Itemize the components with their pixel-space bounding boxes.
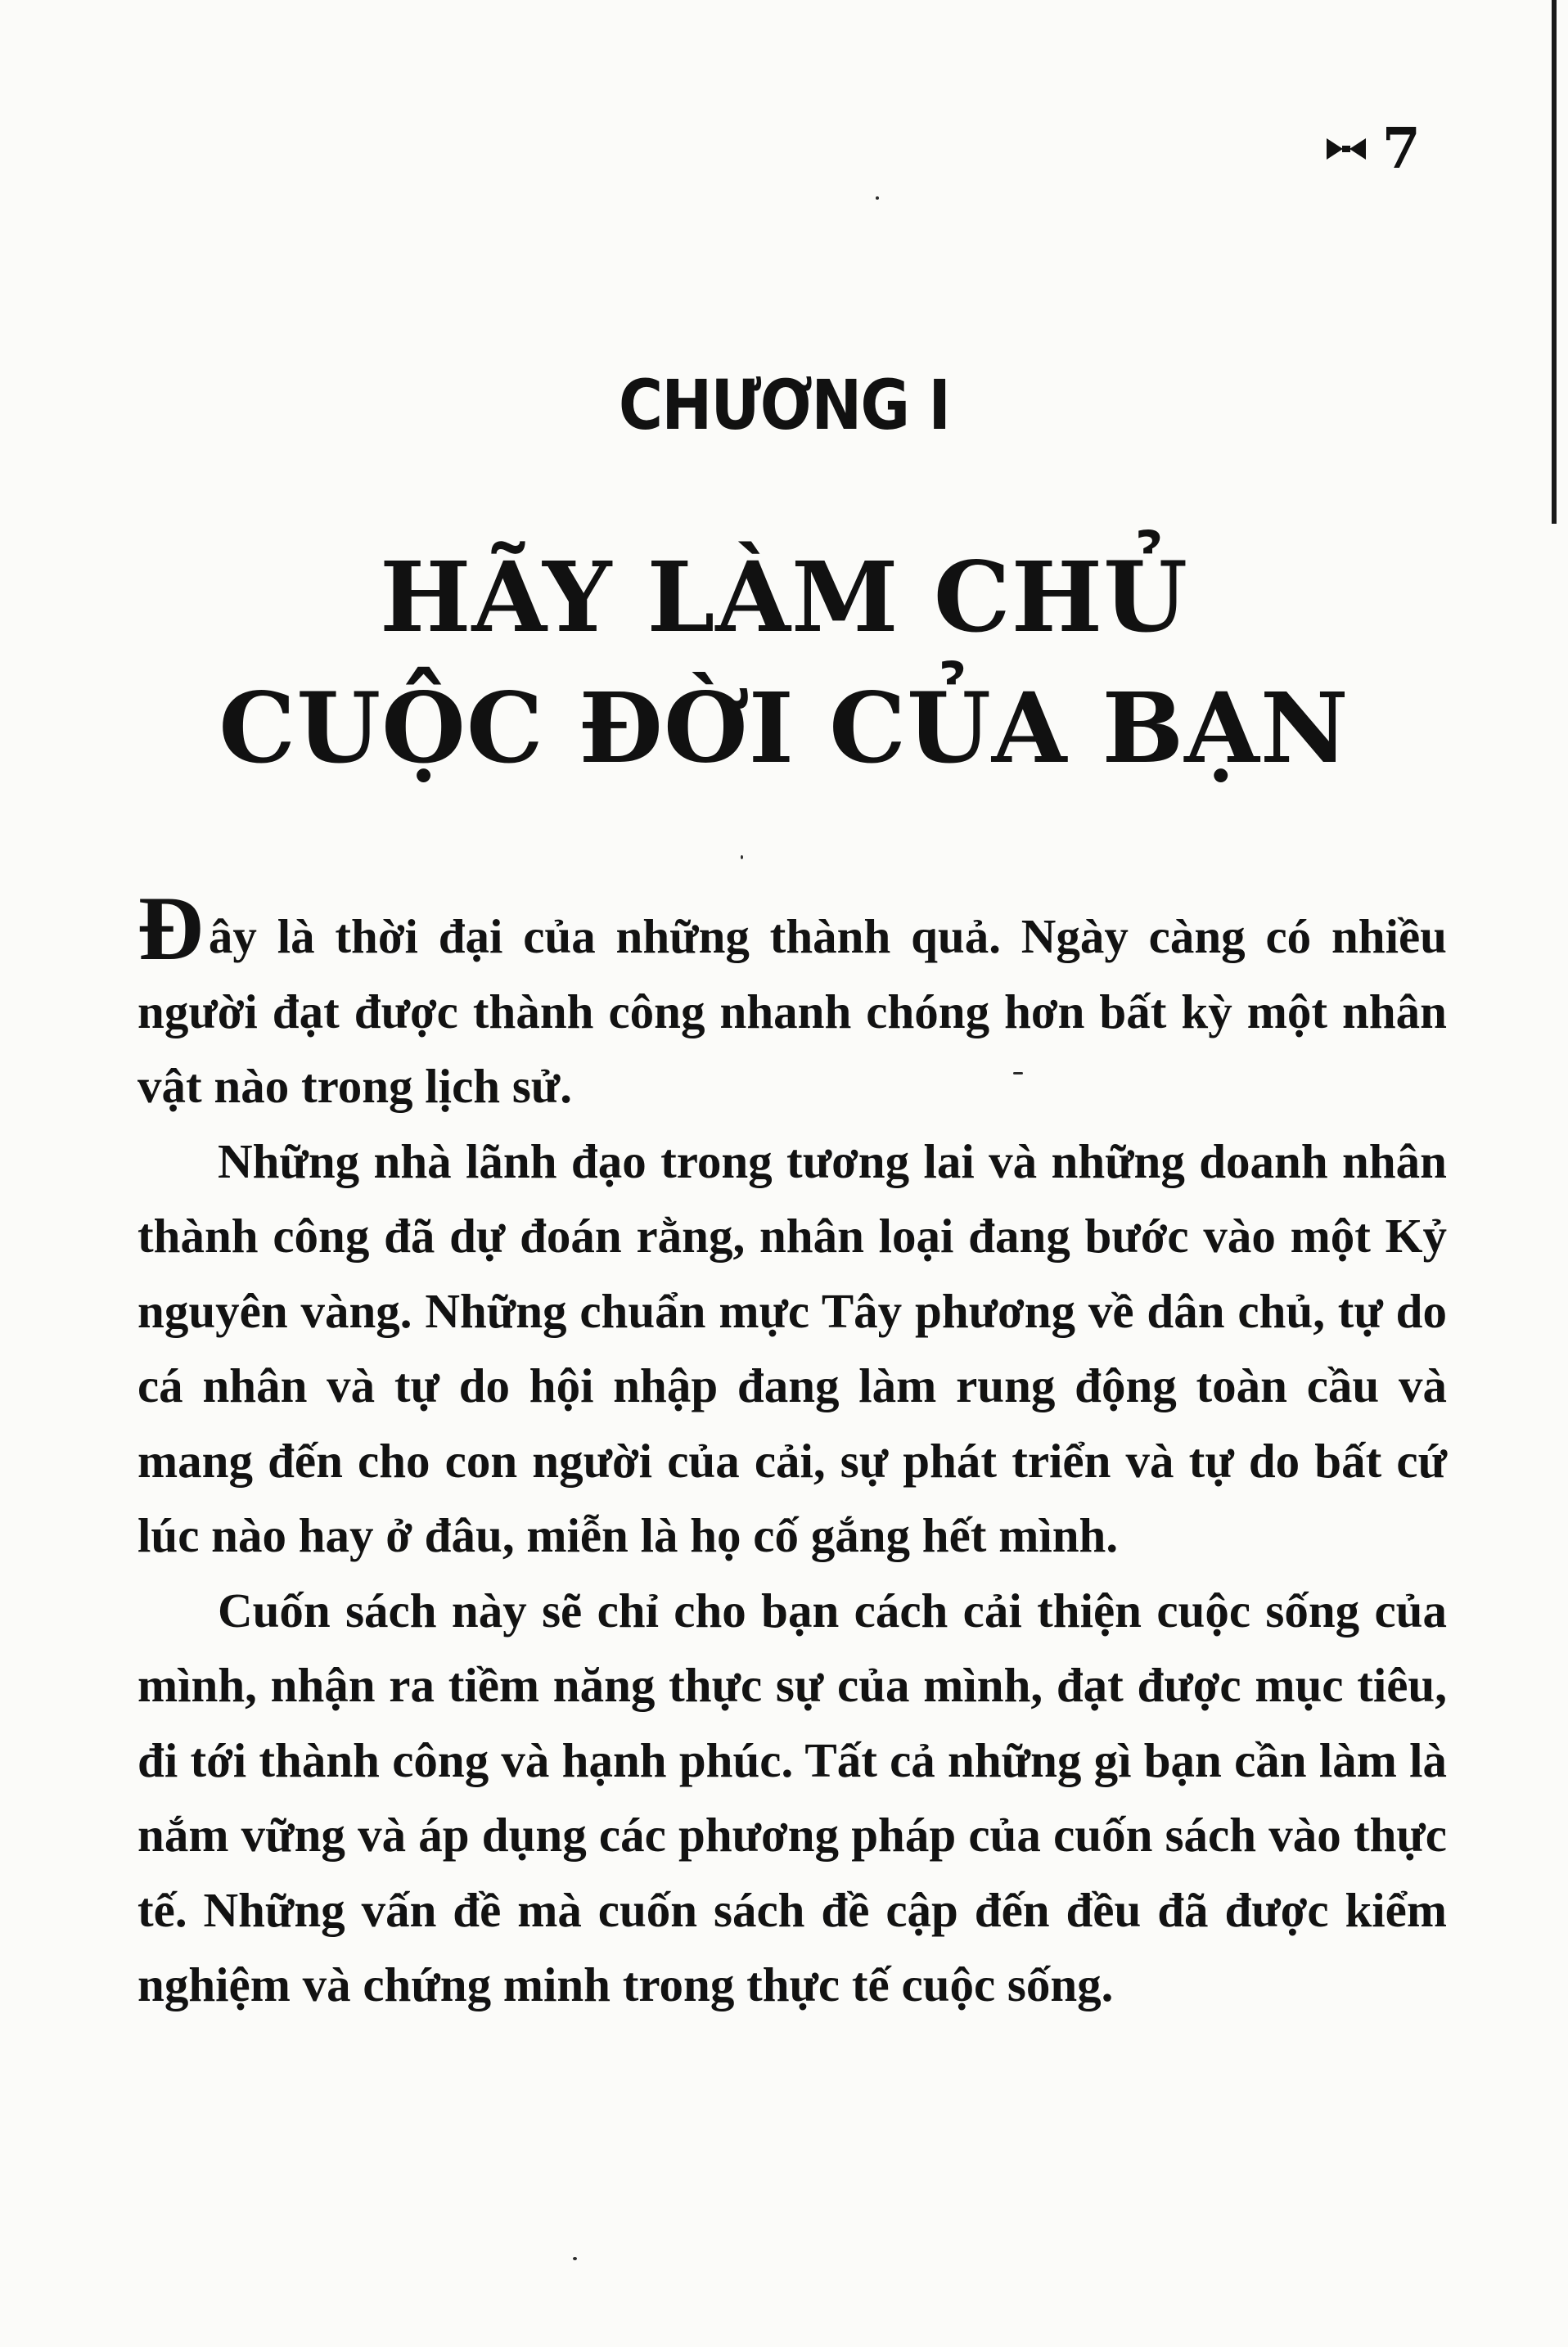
chapter-title-line-2: CUỘC ĐỜI CỦA BẠN bbox=[219, 671, 1349, 785]
body-text bbox=[137, 878, 1447, 2023]
chapter-label: CHƯƠNG I bbox=[618, 365, 950, 445]
scan-edge-line bbox=[1552, 0, 1557, 524]
scan-speck bbox=[741, 855, 743, 859]
drop-cap: Đ bbox=[137, 878, 204, 980]
chapter-title-line-1: HÃY LÀM CHỦ bbox=[379, 540, 1188, 654]
scan-speck bbox=[876, 196, 879, 200]
double-triangle-ornament-icon bbox=[1327, 137, 1366, 161]
paragraph-2: Những nhà lãnh đạo trong tương lai và những doanh nhân thành công đã dự đoán rằng, nhân loại đang bước vào một Kỷ nguyên vàng. Những chuẩn mực Tây phương về dân chủ, tự do cá nhân và tự do hội nhập đang làm rung động toàn cầu và mang đến cho con người của cải, sự phát triển và tự do bất cứ lúc nào hay ở đâu, miễn là họ cố gắng hết mình. bbox=[137, 1133, 1447, 1562]
scan-speck bbox=[1013, 1072, 1023, 1074]
page-number-text: 7 bbox=[1381, 116, 1421, 182]
page-number bbox=[1327, 116, 1421, 182]
paragraph-1 bbox=[137, 878, 1447, 1124]
scan-speck bbox=[573, 2257, 577, 2260]
chapter-title bbox=[0, 532, 1568, 794]
paragraph-3: Cuốn sách này sẽ chỉ cho bạn cách cải thiện cuộc sống của mình, nhận ra tiềm năng thực sự của mình, đạt được mục tiêu, đi tới thành công và hạnh phúc. Tất cả những gì bạn cần làm là nắm vững và áp dụng các phương pháp của cuốn sách vào thực tế. Những vấn đề mà cuốn sách đề cập đến đều đã được kiểm nghiệm và chứng minh trong thực tế cuộc sống. bbox=[137, 1583, 1447, 2011]
paragraph-1-text: ây là thời đại của những thành quả. Ngày càng có nhiều người đạt được thành công nhanh chóng hơn bất kỳ một nhân vật nào trong lịch sử. bbox=[137, 909, 1447, 1113]
